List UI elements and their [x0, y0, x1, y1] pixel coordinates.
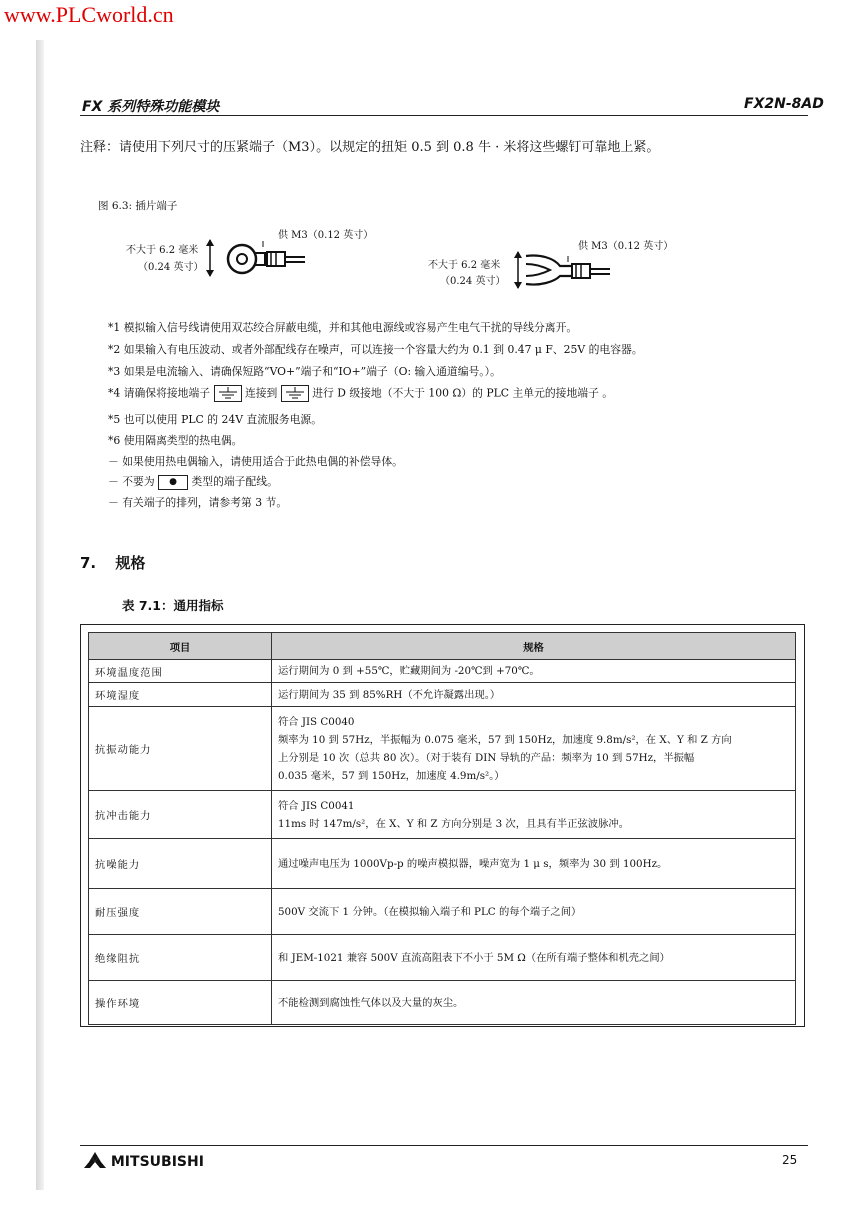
- note-1: *1 模拟输入信号线请使用双芯绞合屏蔽电缆，并和其他电源线或容易产生电气干扰的导线分离开。: [108, 321, 578, 334]
- header-right: FX2N-8AD: [744, 96, 824, 112]
- row-spec: 符合 JIS C0040 频率为 10 到 57Hz，半振幅为 0.075 毫米，57 到 150Hz，加速度 9.8m/s²，在 X、Y 和 Z 方向 上分别是 10 次（总共 80 次）。（对于装有 DIN 导轨的产品：频率为 10 到 57Hz，半振幅 0.035 毫米，57 到 150Hz，加速度 4.9m/s²。）: [272, 707, 796, 791]
- table-row: [89, 660, 796, 683]
- ring-terminal-label: 供 M3（0.12 英寸）: [278, 230, 374, 241]
- note-6: *6 使用隔离类型的热电偶。: [108, 434, 243, 447]
- note-4-part-1: *4 请确保将接地端子: [108, 386, 211, 400]
- fork-terminal-label: 供 M3（0.12 英寸）: [578, 241, 674, 252]
- row-item: 耐压强度: [89, 889, 272, 935]
- brand-name: MITSUBISHI: [110, 1154, 204, 1170]
- row-spec: 500V 交流下 1 分钟。（在模拟输入端子和 PLC 的每个端子之间）: [272, 889, 796, 935]
- table-header-spec: 规格: [272, 633, 796, 660]
- figure-caption: 图 6.3: 插片端子: [98, 200, 178, 212]
- header-rule: [80, 115, 808, 116]
- dash-item-2-part-2: 类型的端子配线。: [191, 475, 278, 488]
- dash-item-3: － 有关端子的排列，请参考第 3 节。: [108, 496, 288, 509]
- footer-rule: [80, 1145, 808, 1146]
- ground-symbol-icon: [281, 385, 309, 402]
- ring-terminal-icon: [205, 234, 315, 284]
- section-heading: [80, 552, 145, 573]
- table-row: [89, 981, 796, 1025]
- brand-logo: [84, 1152, 204, 1170]
- note-4-part-3: 进行 D 级接地（不大于 100 Ω）的 PLC 主单元的接地端子 。: [312, 386, 614, 400]
- note-text: 注释：请使用下列尺寸的压紧端子（M3）。以规定的扭矩 0.5 到 0.8 牛 · 米将这些螺钉可靠地上紧。: [80, 140, 660, 155]
- row-item: 抗冲击能力: [89, 791, 272, 839]
- note-4: [108, 385, 613, 402]
- row-item: 抗噪能力: [89, 839, 272, 889]
- row-item: 绝缘阻抗: [89, 935, 272, 981]
- row-spec: 和 JEM-1021 兼容 500V 直流高阻表下不小于 5M Ω（在所有端子整体和机壳之间）: [272, 935, 796, 981]
- page-edge-shadow: [36, 40, 44, 1190]
- watermark: www.PLCworld.cn: [4, 2, 174, 27]
- dot-terminal-icon: ●: [158, 475, 188, 490]
- mitsubishi-diamond-icon: [84, 1152, 106, 1168]
- note-5: *5 也可以使用 PLC 的 24V 直流服务电源。: [108, 413, 323, 426]
- section-number: 7.: [80, 554, 97, 572]
- dash-item-2-part-1: － 不要为: [108, 475, 155, 488]
- table-row: [89, 707, 796, 791]
- ring-terminal-size: 不大于 6.2 毫米: [126, 245, 199, 256]
- row-item: 环境温度范围: [89, 660, 272, 683]
- header-left: FX 系列特殊功能模块: [82, 99, 220, 115]
- row-spec: 通过噪声电压为 1000Vp-p 的噪声模拟器，噪声宽为 1 μ s，频率为 30 到 100Hz。: [272, 839, 796, 889]
- row-item: 环境湿度: [89, 683, 272, 707]
- row-item: 操作环境: [89, 981, 272, 1025]
- page-number: 25: [782, 1153, 798, 1167]
- table-row: [89, 889, 796, 935]
- dash-item-2: [108, 474, 278, 490]
- row-spec: 运行期间为 35 到 85%RH（不允许凝露出现。）: [272, 683, 796, 707]
- dash-item-1: － 如果使用热电偶输入，请使用适合于此热电偶的补偿导体。: [108, 455, 403, 468]
- ring-terminal-size-inch: （0.24 英寸）: [138, 262, 204, 273]
- row-spec: 符合 JIS C0041 11ms 时 147m/s²，在 X、Y 和 Z 方向分别是 3 次，且具有半正弦波脉冲。: [272, 791, 796, 839]
- row-spec: 运行期间为 0 到 +55℃，贮藏期间为 -20℃到 +70℃。: [272, 660, 796, 683]
- table-row: [89, 791, 796, 839]
- row-item: 抗振动能力: [89, 707, 272, 791]
- table-row: [89, 935, 796, 981]
- table-row: [89, 839, 796, 889]
- table-caption: 表 7.1：通用指标: [122, 598, 224, 613]
- section-title: 规格: [115, 554, 146, 572]
- note-2: *2 如果输入有电压波动、或者外部配线存在噪声，可以连接一个容量大约为 0.1 到 0.47 μ F、25V 的电容器。: [108, 343, 643, 356]
- table-header-item: 项目: [89, 633, 272, 660]
- row-spec: 不能检测到腐蚀性气体以及大量的灰尘。: [272, 981, 796, 1025]
- note-3: *3 如果是电流输入、请确保短路“VO+”端子和“IO+”端子（O: 输入通道编号。）。: [108, 365, 501, 378]
- ground-symbol-icon: [214, 385, 242, 402]
- fork-terminal-size-inch: （0.24 英寸）: [440, 276, 506, 287]
- fork-terminal-size: 不大于 6.2 毫米: [428, 260, 501, 271]
- spec-table: [88, 632, 796, 1025]
- fork-terminal-icon: [510, 248, 620, 296]
- table-row: [89, 683, 796, 707]
- note-4-part-2: 连接到: [244, 386, 278, 400]
